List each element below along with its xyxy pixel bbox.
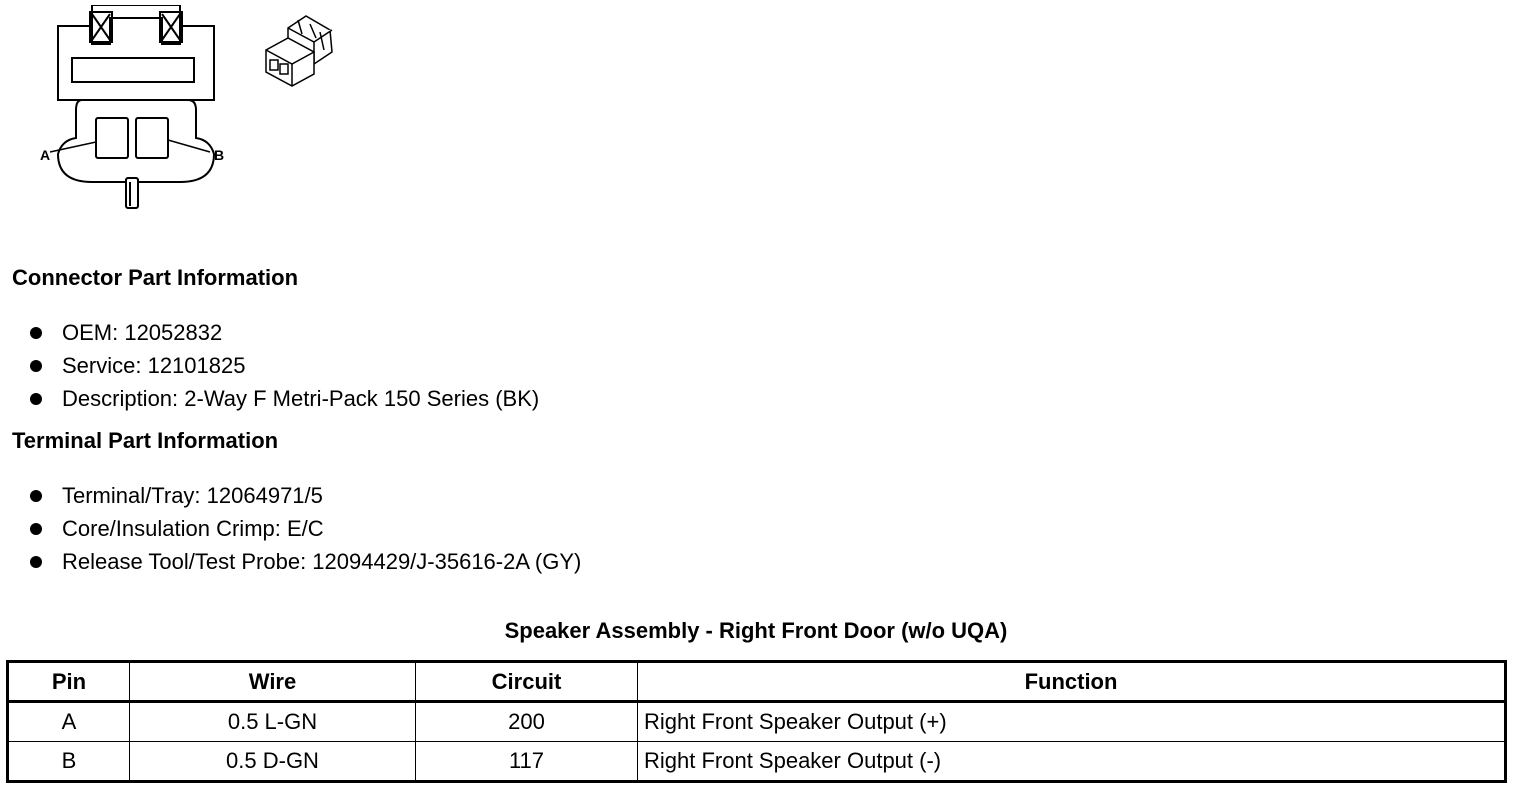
bullet-icon [30, 393, 42, 405]
connector-description: Description: 2-Way F Metri-Pack 150 Series (BK) [62, 386, 540, 411]
table-title: Speaker Assembly - Right Front Door (w/o UQA) [504, 618, 1008, 643]
pin-table [6, 660, 1507, 783]
column-header-pin: Pin [8, 662, 130, 702]
bullet-icon [30, 556, 42, 568]
terminal-part-info-list [30, 479, 581, 578]
pin-cell: A [8, 702, 130, 742]
table-row [8, 742, 1506, 782]
function-cell: Right Front Speaker Output (+) [638, 702, 1506, 742]
connector-part-info-heading: Connector Part Information [12, 265, 299, 290]
pin-cell: B [8, 742, 130, 782]
oem-part-number: OEM: 12052832 [62, 320, 223, 345]
connector-isometric-icon [258, 8, 348, 88]
wire-cell: 0.5 L-GN [130, 702, 416, 742]
table-row [8, 702, 1506, 742]
list-item [30, 382, 539, 415]
terminal-tray: Terminal/Tray: 12064971/5 [62, 483, 323, 508]
bullet-icon [30, 490, 42, 502]
list-item [30, 479, 581, 512]
function-cell: Right Front Speaker Output (-) [638, 742, 1506, 782]
column-header-wire: Wire [130, 662, 416, 702]
connector-face-diagram [30, 0, 230, 220]
bullet-icon [30, 327, 42, 339]
column-header-function: Function [638, 662, 1506, 702]
list-item [30, 316, 539, 349]
list-item [30, 349, 539, 382]
pin-label-b: B [214, 147, 225, 163]
core-insulation-crimp: Core/Insulation Crimp: E/C [62, 516, 324, 541]
circuit-cell: 200 [416, 702, 638, 742]
connector-part-info-list [30, 316, 539, 415]
service-part-number: Service: 12101825 [62, 353, 246, 378]
list-item [30, 545, 581, 578]
column-header-circuit: Circuit [416, 662, 638, 702]
wire-cell: 0.5 D-GN [130, 742, 416, 782]
release-tool-test-probe: Release Tool/Test Probe: 12094429/J-35616-2A (GY) [62, 549, 582, 574]
pin-label-a: A [40, 147, 51, 163]
bullet-icon [30, 360, 42, 372]
circuit-cell: 117 [416, 742, 638, 782]
terminal-part-info-heading: Terminal Part Information [12, 428, 279, 453]
table-header-row [8, 662, 1506, 702]
bullet-icon [30, 523, 42, 535]
list-item [30, 512, 581, 545]
